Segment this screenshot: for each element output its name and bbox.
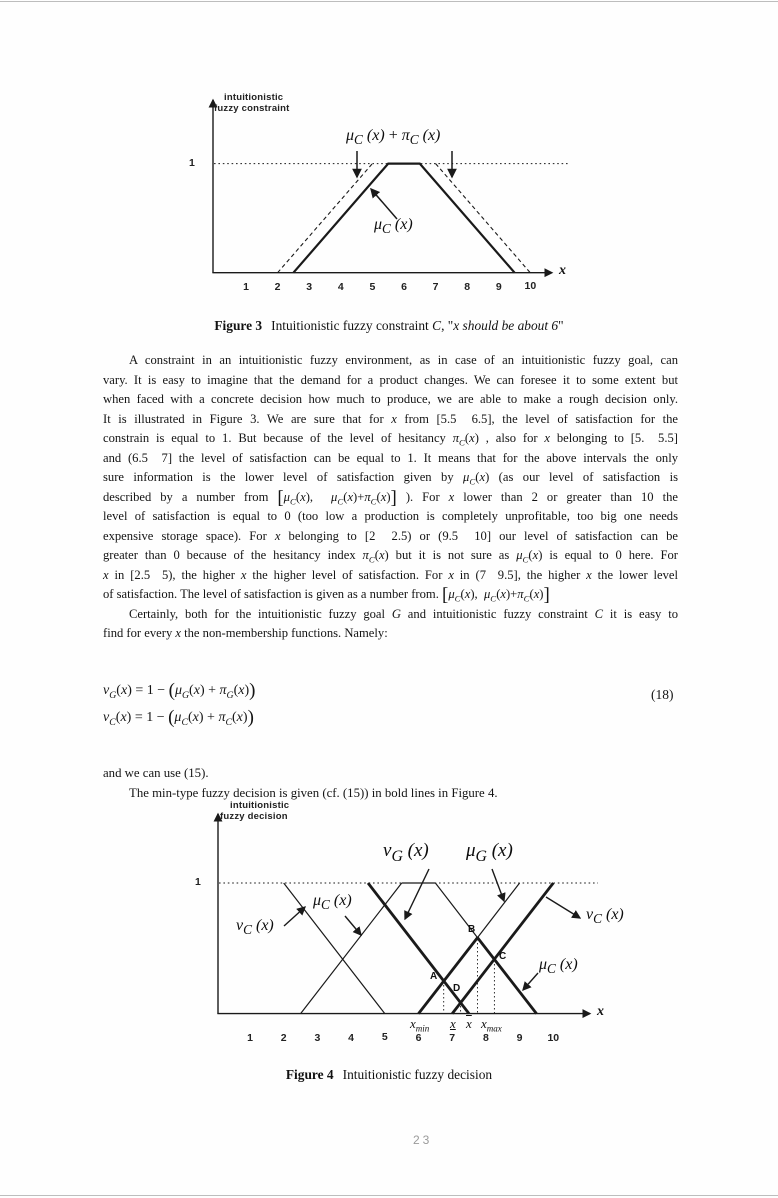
fig3-tick: 3 [306, 281, 313, 293]
fig4-caption-text: Intuitionistic fuzzy decision [342, 1067, 493, 1082]
equation-nu-G: $\nu_G(x) = 1 - (\mu_G(x) + \pi_G(x))$ [103, 679, 256, 701]
fig4-xbar-mark: $\overline{x}$ [466, 1016, 472, 1031]
after-eq-line2: The min-type fuzzy decision is given (cf. (15)) in bold lines in Figure 4. [129, 786, 498, 800]
fig4-caption [0, 1067, 778, 1083]
fig4-y-axis-label-line2: fuzzy decision [220, 811, 288, 822]
body-line: Certainly, both for the intuitionistic fuzzy goal G and intuitionistic fuzzy constraint C it is easy to [129, 606, 678, 621]
fig4-xmin-mark: $x_{min}$ [410, 1016, 430, 1034]
body-line: and (6.5 7] the level of satisfaction can be equal to 1. It means that for the above intervals the only [103, 450, 678, 465]
after-eq-line1: and we can use (15). [103, 766, 209, 780]
fig4-tick: 7 [449, 1032, 456, 1044]
fig4-tick: 6 [415, 1032, 422, 1044]
fig3-y-axis-label-line1: intuitionistic [224, 92, 284, 103]
fig4-label-nu-C-right: $\nu_C$ (x) [586, 906, 624, 927]
fig4-xlow-mark: x [450, 1016, 456, 1031]
body-line: vary. It is easy to imagine that the demand for a product changes. We can foresee it to some extent but [103, 372, 678, 387]
scan-edge-bottom [0, 1195, 778, 1196]
fig4-tick: 1 [247, 1032, 253, 1044]
fig4-label-mu-C-right: $\mu_C$ (x) [539, 956, 578, 977]
fig3-tick: 4 [337, 281, 344, 293]
scan-edge-top [0, 1, 778, 2]
fig3-caption-text: Intuitionistic fuzzy constraint C, "x should be about 6" [271, 318, 564, 333]
fig3-label-mu: $\mu_C$ (x) [374, 216, 413, 237]
fig3-label-mu-plus-pi: $\mu_C$ $(x) + \pi_C$ (x) [346, 127, 441, 148]
fig4-label-mu-G: $\mu_G$ (x) [466, 840, 513, 865]
fig3-tick: 6 [401, 281, 407, 293]
fig3-tick: 1 [243, 281, 249, 293]
body-line: sure information is the lower level of satisfaction given by $\mu_C(x)$ (as our level of satisfaction is [103, 470, 678, 487]
fig3-x-axis-label: x [559, 263, 566, 278]
fig3-y-axis-label-line2: fuzzy constraint [214, 103, 290, 114]
body-line: constrain is equal to 1. But because of the level of hesitancy $\pi_C(x)$ , also for x belonging to [5. 5.5] [103, 431, 678, 448]
fig4-tick: 10 [547, 1032, 560, 1044]
fig3-tick: 7 [432, 281, 439, 293]
fig4-caption-tag: Figure 4 [285, 1067, 334, 1082]
body-line: greater than 0 because of the hesitancy index $\pi_C(x)$ but it is not sure as $\mu_C(x)$ is equal to 0 here. For [103, 548, 678, 565]
body-line: x in [2.5 5), the higher x the higher level of satisfaction. For x in (7 9.5], the higher x the lower level [103, 567, 679, 582]
fig3-caption [0, 318, 778, 334]
fig4-y-tick-1: 1 [195, 876, 201, 888]
fig4-tick: 2 [280, 1032, 287, 1044]
body-line: level of satisfaction is equal to 0 (too low a production is completely unprofitable, too big one needs [103, 509, 678, 523]
body-line: find for every x the non-membership functions. Namely: [103, 626, 388, 640]
fig4-y-axis-label-line1: intuitionistic [230, 800, 290, 811]
fig4-point-A: A [430, 971, 438, 982]
fig4-tick: 5 [381, 1031, 388, 1043]
fig3-tick: 2 [274, 281, 281, 293]
fig4-label-nu-C-left: $\nu_C$ (x) [236, 917, 274, 938]
fig4-point-B: B [468, 924, 476, 935]
body-line: of satisfaction. The level of satisfaction is given as a number from. [$\mu_C(x)$, $\mu_C(x)+\pi_C(x)$] [103, 584, 550, 606]
fig4-xmax-mark: $x_{max}$ [481, 1016, 502, 1034]
fig4-label-nu-G: $\nu_G$ (x) [383, 840, 429, 865]
fig3-tick: 10 [524, 280, 537, 292]
fig3-tick: 8 [464, 281, 471, 293]
fig3-tick: 9 [495, 281, 502, 293]
body-line: It is illustrated in Figure 3. We are sure that for x from [5.5 6.5], the level of satisfaction for the [103, 411, 679, 426]
fig4-tick: 8 [482, 1032, 489, 1044]
body-line: expensive storage space). For x belonging to [2 2.5) or (9.5 10] our level of satisfaction can be [103, 528, 678, 543]
fig4-x-axis-label: x [597, 1004, 604, 1019]
fig4-label-mu-C-left: $\mu_C$ (x) [313, 892, 352, 913]
equation-number: (18) [651, 687, 674, 702]
fig4-tick: 4 [348, 1032, 355, 1044]
figure3-plot [212, 100, 568, 273]
body-line: described by a number from [$\mu_C(x)$, $\mu_C(x)+\pi_C(x)$] ). For x lower than 2 or greater than 10 the [103, 487, 678, 509]
body-line: A constraint in an intuitionistic fuzzy environment, as in case of an intuitionistic fuzzy goal, can [129, 353, 678, 367]
page-number: 23 [413, 1133, 433, 1147]
fig3-y-tick-1: 1 [189, 157, 195, 169]
body-line: when faced with a concrete decision how much to produce, we are able to make a rough decision only. [103, 392, 678, 406]
body-text [103, 351, 678, 644]
fig4-point-C: C [499, 951, 507, 962]
fig4-tick: 9 [516, 1032, 523, 1044]
fig4-tick: 3 [314, 1032, 321, 1044]
fig3-tick: 5 [369, 281, 376, 293]
fig3-caption-tag: Figure 3 [214, 318, 263, 333]
fig4-point-D: D [453, 983, 461, 994]
equation-nu-C: $\nu_C(x) = 1 - (\mu_C(x) + \pi_C(x))$ [103, 706, 254, 728]
